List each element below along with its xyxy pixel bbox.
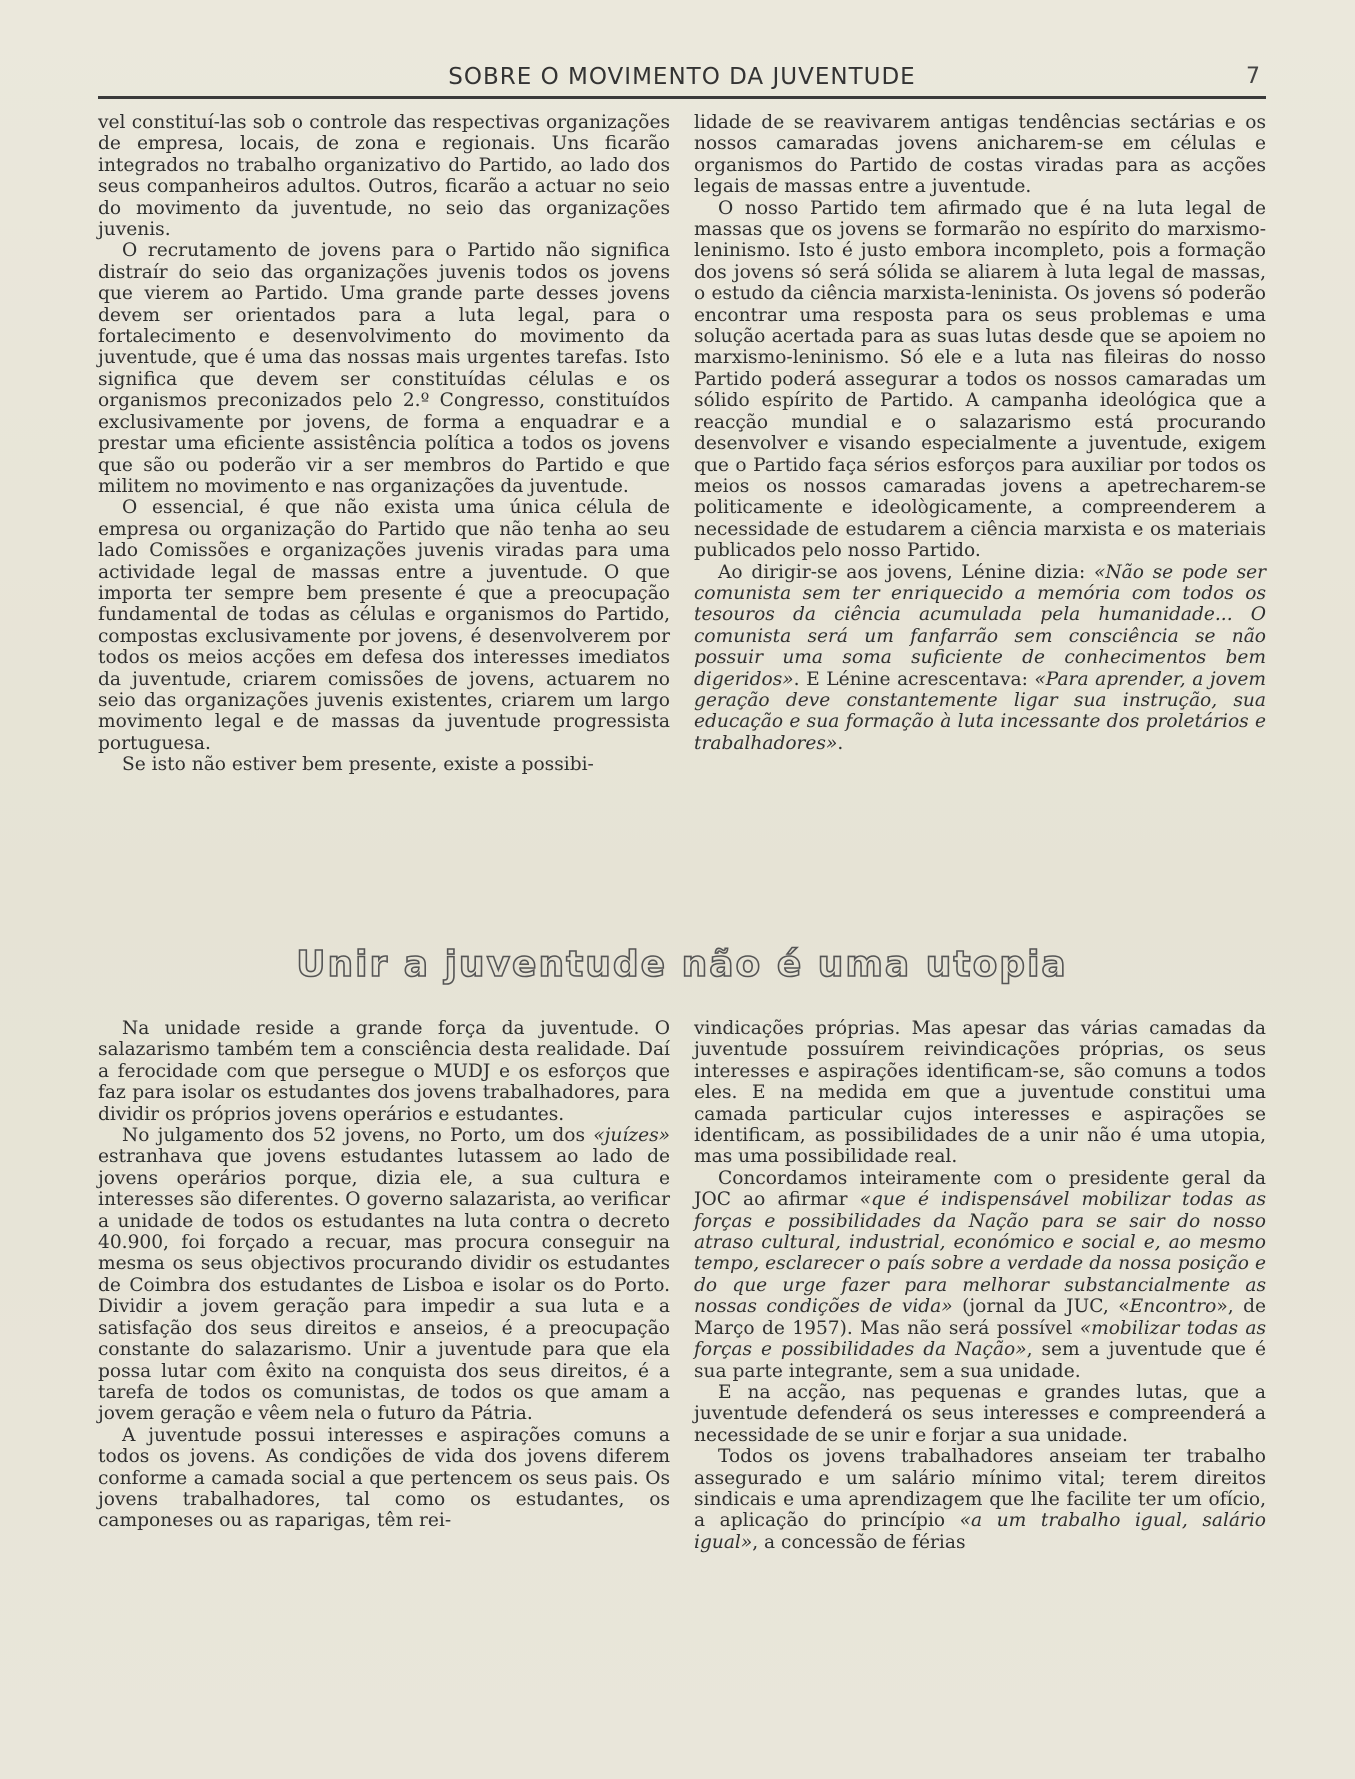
text-run: Ao dirigir-se aos jovens, Lénine dizia: bbox=[718, 561, 1094, 583]
text-run: No julgamento dos 52 jovens, no Porto, um dos bbox=[122, 1125, 594, 1147]
article-column-top-left bbox=[98, 112, 670, 776]
quote-italic: «que é indispensável mobilizar todas as forças e possibilidades da Nação para se sair do nosso atraso cultural, industrial, económico e social e, ao mesmo tempo, esclarecer o país sobre a verdade da nossa posição e do que urge fazer para melhorar substancialmente as nossas condições de vida» bbox=[694, 1189, 1266, 1318]
text-run: », de Março de 1957). Mas não será possível bbox=[694, 1296, 1267, 1339]
article-column-bottom-right bbox=[694, 1018, 1266, 1553]
paragraph-lenin-quote bbox=[694, 562, 1266, 755]
page-number: 7 bbox=[1246, 64, 1260, 89]
text-run: . E Lénine acrescentava: bbox=[793, 668, 1035, 690]
section-heading: Unir a juventude não é uma utopia bbox=[296, 944, 1068, 985]
running-title: SOBRE O MOVIMENTO DA JUVENTUDE bbox=[448, 64, 916, 90]
running-header bbox=[98, 62, 1266, 99]
text-run: Todos os jovens trabalhadores anseiam ter trabalho assegurado e um salário mínimo vital; terem direitos sindicais e uma aprendizagem que lhe facilite ter um ofício, a aplicação do princípio bbox=[694, 1446, 1266, 1532]
paragraph: E na acção, nas pequenas e grandes lutas, que a juventude defenderá os seus interesses e compreenderá a necessidade de se unir e forjar a sua unidade. bbox=[694, 1381, 1266, 1446]
paragraph bbox=[694, 1446, 1266, 1553]
paragraph: A juventude possui interesses e aspirações comuns a todos os jovens. As condições de vida dos jovens diferem conforme a camada social a que pertencem os seus pais. Os jovens trabalhadores, tal como os estudantes, os camponeses ou as raparigas, têm rei- bbox=[98, 1424, 670, 1532]
paragraph: O essencial, é que não exista uma única célula de empresa ou organização do Partido que não tenha ao seu lado Comissões e organizações juvenis viradas para uma actividade legal de massas entre a juventude. O que importa ter sempre bem presente é que a preocupação fundamental de todas as células e organismos do Partido, compostas exclusivamente por jovens, é desenvolverem por todos os meios acções em defesa dos interesses imediatos da juventude, criarem comissões de jovens, actuarem no seio das organizações juvenis existentes, criarem um largo movimento legal e de massas da juventude progressista portuguesa. bbox=[98, 497, 670, 754]
paragraph: vindicações próprias. Mas apesar das várias camadas da juventude possuírem reivindicações próprias, os seus interesses e aspirações identificam-se, são comuns a todos eles. E na medida em que a juventude constitui uma camada particular cujos interesses e aspirações se identificam, as possibilidades de a unir não é uma utopia, mas uma possibilidade real. bbox=[694, 1018, 1266, 1168]
text-run: (jornal da JUC, « bbox=[952, 1296, 1130, 1318]
text-run: , sem a juventude que é sua parte integrante, sem a sua unidade. bbox=[694, 1339, 1267, 1382]
quote-italic: «mobilizar todas as forças e possibilidades da Nação» bbox=[694, 1317, 1266, 1361]
paragraph: lidade de se reavivarem antigas tendências sectárias e os nossos camaradas jovens anicharem-se em células e organismos do Partido de costas viradas para as acções legais de massas entre a juventude. bbox=[694, 112, 1266, 198]
paragraph: Se isto não estiver bem presente, existe a possibi- bbox=[122, 754, 594, 776]
paragraph bbox=[98, 1125, 670, 1425]
quote-italic: «juízes» bbox=[593, 1125, 670, 1147]
paragraph: O recrutamento de jovens para o Partido não significa distraír do seio das organizações juvenis todos os jovens que vierem ao Partido. Uma grande parte desses jovens devem ser orientados para a luta legal, para o fortalecimento e desenvolvimento do movimento da juventude, que é uma das nossas mais urgentes tarefas. Isto significa que devem ser constituídas células e os organismos preconizados pelo 2.º Congresso, constituídos exclusivamente por jovens, de forma a enquadrar e a prestar uma eficiente assistência política a todos os jovens que são ou poderão vir a ser membros do Partido e que militem no movimento e nas organizações da juventude. bbox=[98, 240, 670, 497]
paragraph bbox=[694, 1168, 1266, 1382]
text-run: Concordamos inteiramente com o presidente geral da JOC ao afirmar bbox=[694, 1167, 1266, 1211]
text-run: estranhava que jovens estudantes lutassem ao lado de jovens operários porque, dizia ele, a sua cultura e interesses são diferentes. O governo salazarista, ao verificar a unidade de todos os estudantes na luta contra o decreto 40.900, foi forçado a recuar, mas procura conseguir na mesma os seus objectivos procurando dividir os estudantes de Coimbra dos estudantes de Lisboa e isolar os do Porto. Dividir a jovem geração para impedir a sua luta e a satisfação dos seus direitos e anseios, é a preocupação constante do salazarismo. Unir a juventude para que ela possa lutar com êxito na conquista dos seus direitos, é a tarefa de todos os comunistas, de todos os que amam a jovem geração e vêem nela o futuro da Pátria. bbox=[98, 1146, 670, 1425]
paragraph: vel constituí-las sob o controle das respectivas organizações de empresa, locais, de zona e regionais. Uns ficarão integrados no trabalho organizativo do Partido, ao lado dos seus companheiros adultos. Outros, ficarão a actuar no seio do movimento da juventude, no seio das organizações juvenis. bbox=[98, 112, 670, 241]
quote-italic: «Não se pode ser comunista sem ter enriquecido a memória com todos os tesouros da ciência acumulada pela humanidade... O comunista será um fanfarrão sem consciência se não possuir uma soma suficiente de conhecimentos bem digeridos» bbox=[694, 561, 1267, 690]
quote-italic: Encontro bbox=[1129, 1296, 1217, 1318]
paragraph: O nosso Partido tem afirmado que é na luta legal de massas que os jovens se formarão no espírito do marxismo-leninismo. Isto é justo embora incompleto, pois a formação dos jovens só será sólida se aliarem à luta legal de massas, o estudo da ciência marxista-leninista. Os jovens só poderão encontrar uma resposta para os seus problemas e uma solução acertada para as suas lutas desde que se apoiem no marxismo-leninismo. Só ele e a luta nas fileiras do nosso Partido poderá assegurar a todos os nossos camaradas um sólido espírito de Partido. A campanha ideológica que a reacção mundial e o salazarismo está procurando desenvolver e visando especialmente a juventude, exigem que o Partido faça sérios esforços para auxiliar por todos os meios os nossos camaradas jovens a apetrecharem-se politicamente e ideològicamente, a compreenderem a necessidade de estudarem a ciência marxista e os materiais publicados pelo nosso Partido. bbox=[694, 197, 1266, 562]
quote-italic: «Para aprender, a jovem geração deve constantemente ligar sua instrução, sua educação e sua formação à luta incessante dos proletários e trabalhadores» bbox=[694, 668, 1266, 754]
text-run: . bbox=[837, 732, 844, 754]
article-column-top-right bbox=[694, 112, 1266, 754]
quote-italic: «a um trabalho igual, salário igual» bbox=[694, 1510, 1267, 1553]
text-run: , a concessão de férias bbox=[752, 1531, 966, 1553]
paragraph: Na unidade reside a grande força da juventude. O salazarismo também tem a consciência desta realidade. Daí a ferocidade com que persegue o MUDJ e os esforços que faz para isolar os estudantes dos jovens trabalhadores, para dividir os próprios jovens operários e estudantes. bbox=[98, 1018, 670, 1125]
article-column-bottom-left bbox=[98, 1018, 670, 1532]
